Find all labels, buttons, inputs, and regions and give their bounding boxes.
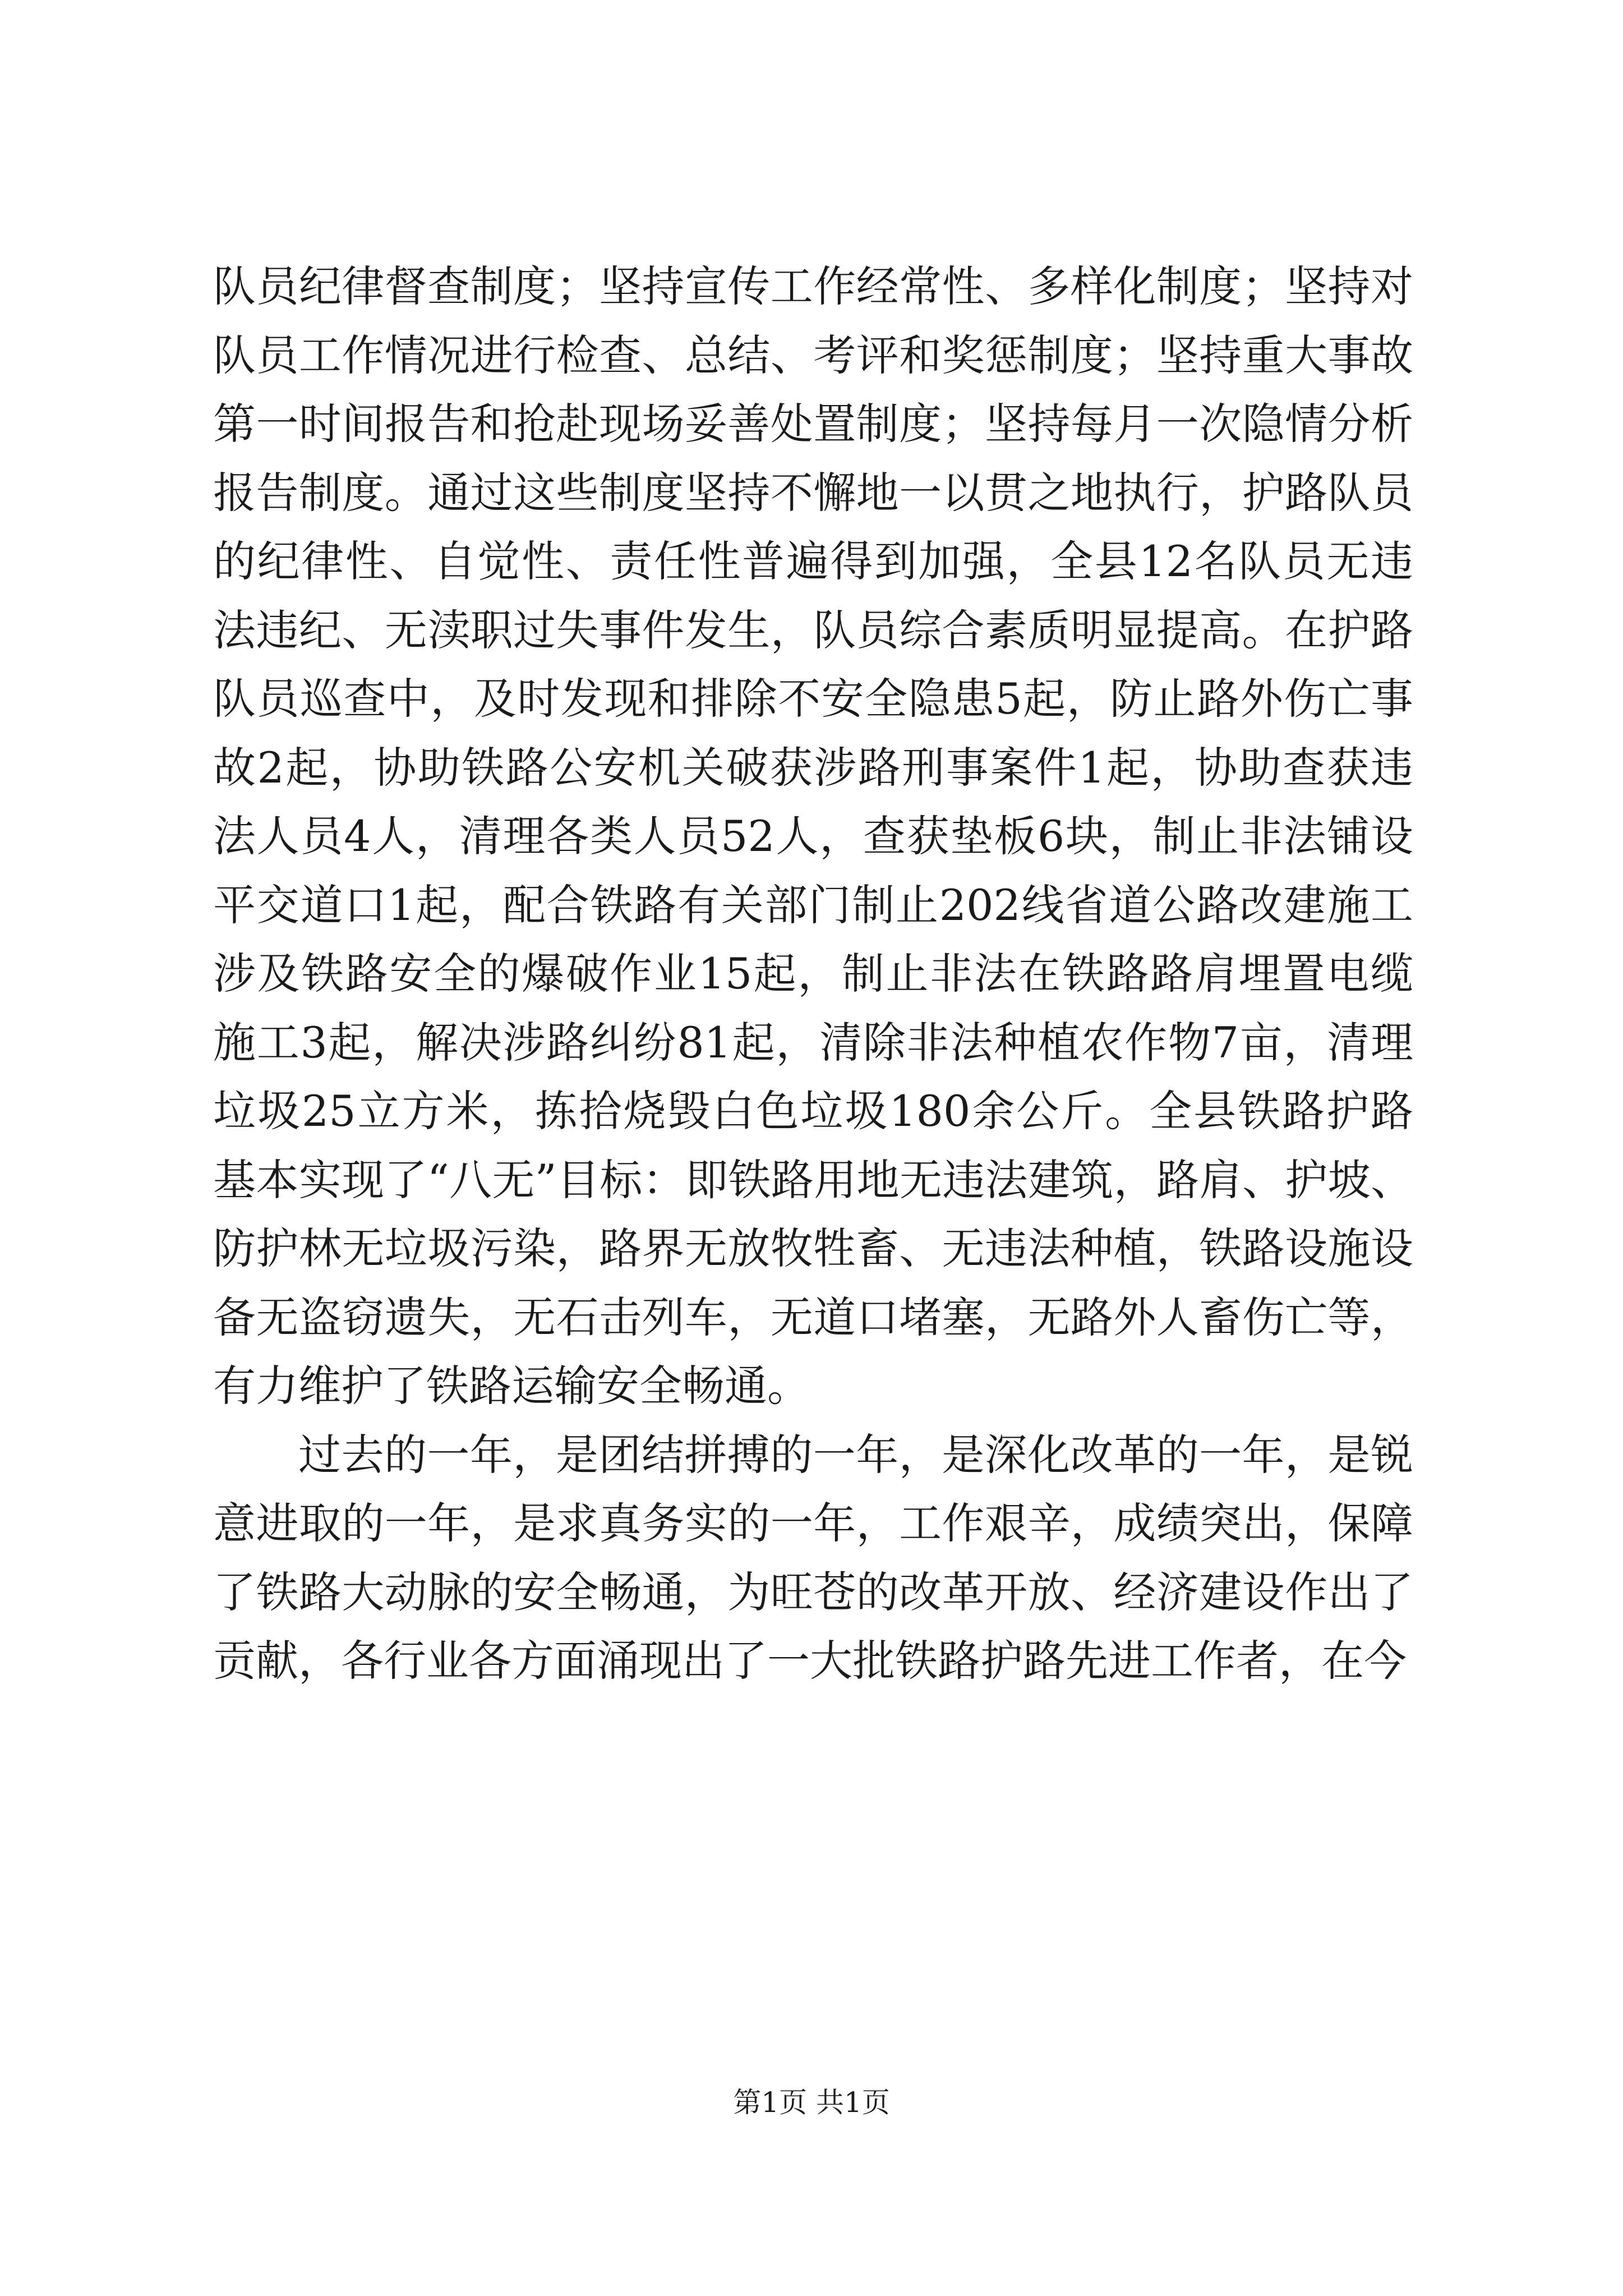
paragraph-1: 队员纪律督查制度；坚持宣传工作经常性、多样化制度；坚持对队员工作情况进行检查、总结、考评和奖惩制度；坚持重大事故第一时间报告和抢赴现场妥善处置制度；坚持每月一次隐情分析报告制度。通过这些制度坚持不懈地一以贯之地执行，护路队员的纪律性、自觉性、责任性普遍得到加强，全县12名队员无违法违纪、无渎职过失事件发生，队员综合素质明显提高。在护路队员巡查中，及时发现和排除不安全隐患5起，防止路外伤亡事故2起，协助铁路公安机关破获涉路刑事案件1起，协助查获违法人员4人，清理各类人员52人，查获垫板6块，制止非法铺设平交道口1起，配合铁路有关部门制止202线省道公路改建施工涉及铁路安全的爆破作业15起，制止非法在铁路路肩埋置电缆施工3起，解决涉路纠纷81起，清除非法种植农作物7亩，清理垃圾25立方米，拣拾烧毁白色垃圾180余公斤。全县铁路护路基本实现了“八无”目标：即铁路用地无违法建筑，路肩、护坡、防护林无垃圾污染，路界无放牧牲畜、无违法种植，铁路设施设备无盗窃遗失，无石击列车，无道口堵塞，无路外人畜伤亡等，有力维护了铁路运输安全畅通。 bbox=[213, 261, 1413, 1411]
document-body bbox=[213, 252, 1413, 1696]
paragraph-2: 过去的一年，是团结拼搏的一年，是深化改革的一年，是锐意进取的一年，是求真务实的一年，工作艰辛，成绩突出，保障了铁路大动脉的安全畅通，为旺苍的改革开放、经济建设作出了贡献，各行业各方面涌现出了一大批铁路护路先进工作者，在今 bbox=[213, 1429, 1413, 1686]
page-footer: 第1页 共1页 bbox=[733, 2086, 890, 2119]
